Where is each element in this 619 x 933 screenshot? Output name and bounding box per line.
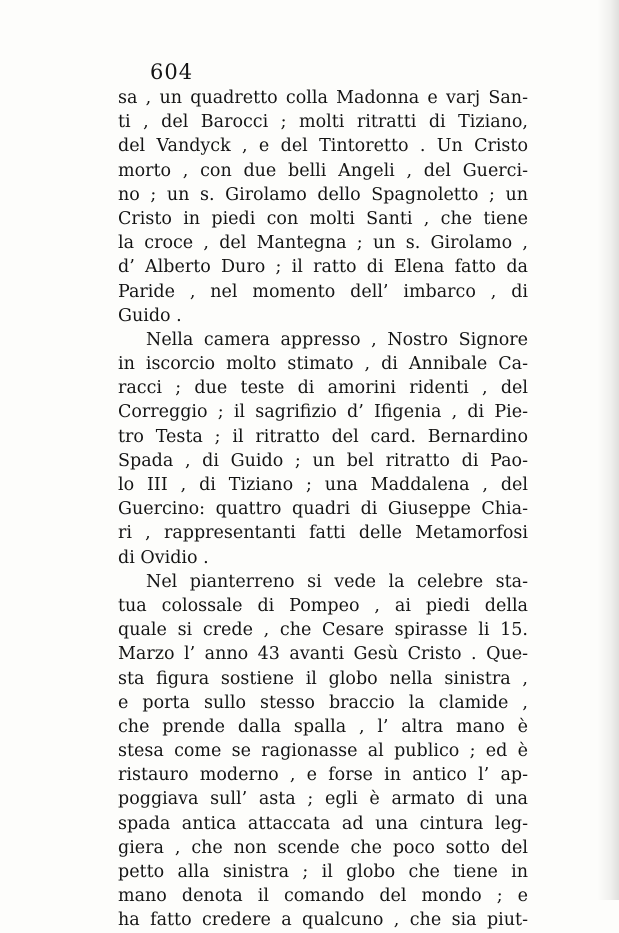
text-line: tua colossale di Pompeo , ai piedi della — [118, 595, 528, 616]
text-line: sa , un quadretto colla Madonna e varj San- — [118, 88, 528, 108]
text-line: che prende dalla spalla , l’ altra mano è — [118, 716, 528, 737]
text-line: spada antica attaccata ad una cintura leg- — [118, 813, 528, 834]
text-line: del Vandyck , e del Tintoretto . Un Cristo — [118, 136, 528, 157]
text-line: Paride , nel momento dell’ imbarco , di — [118, 281, 528, 302]
paragraph-3 — [118, 570, 528, 933]
page-edge-shadow — [597, 0, 619, 900]
text-line: ri , rappresentanti fatti delle Metamorfosi — [118, 523, 528, 544]
text-line: Spada , di Guido ; un bel ritratto di Pao- — [118, 450, 528, 471]
paragraph-1 — [118, 86, 528, 328]
text-line: no ; un s. Girolamo dello Spagnoletto ; un — [118, 184, 528, 205]
text-line: d’ Alberto Duro ; il ratto di Elena fatto da — [118, 257, 528, 278]
text-line: Marzo l’ anno 43 avanti Gesù Cristo . Que- — [118, 644, 528, 665]
text-line: morto , con due belli Angeli , del Guerci- — [118, 160, 528, 181]
text-line: petto alla sinistra ; il globo che tiene in — [118, 862, 528, 882]
text-line: giera , che non scende che poco sotto del — [118, 837, 528, 858]
text-line: Cristo in piedi con molti Santi , che tiene — [118, 208, 528, 229]
page-number: 604 — [150, 60, 194, 84]
text-line: mano denota il comando del mondo ; e — [118, 886, 528, 907]
text-line: Guido . — [118, 305, 182, 326]
text-line: Nel pianterreno si vede la celebre sta- — [146, 571, 528, 592]
text-line: ha fatto credere a qualcuno , che sia piut- — [118, 910, 528, 931]
text-line: ristauro moderno , e forse in antico l’ ap- — [118, 765, 528, 786]
text-line: poggiava sull’ asta ; egli è armato di una — [118, 789, 528, 810]
text-line: in iscorcio molto stimato , di Annibale Ca- — [118, 354, 528, 375]
text-line: racci ; due teste di amorini ridenti , del — [118, 378, 528, 399]
text-line: tro Testa ; il ritratto del card. Bernardino — [118, 426, 528, 447]
text-line: Nella camera appresso , Nostro Signore — [146, 329, 528, 350]
text-line: sta figura sostiene il globo nella sinistra , — [118, 668, 528, 689]
text-line: la croce , del Mantegna ; un s. Girolamo , — [118, 233, 528, 254]
text-line: e porta sullo stesso braccio la clamide , — [118, 692, 528, 713]
text-line: di Ovidio . — [118, 547, 209, 568]
text-line: stesa come se ragionasse al publico ; ed è — [118, 741, 528, 762]
text-line: Correggio ; il sagrifizio d’ Ifigenia , di Pie- — [118, 402, 528, 423]
text-line: quale si crede , che Cesare spirasse li 15. — [118, 620, 528, 641]
text-line: ti , del Barocci ; molti ritratti di Tiziano, — [118, 112, 528, 133]
paragraph-2 — [118, 328, 528, 570]
body-text — [118, 86, 528, 933]
text-line: Guercino: quattro quadri di Giuseppe Chia- — [118, 499, 528, 520]
text-line: lo III , di Tiziano ; una Maddalena , del — [118, 475, 528, 495]
